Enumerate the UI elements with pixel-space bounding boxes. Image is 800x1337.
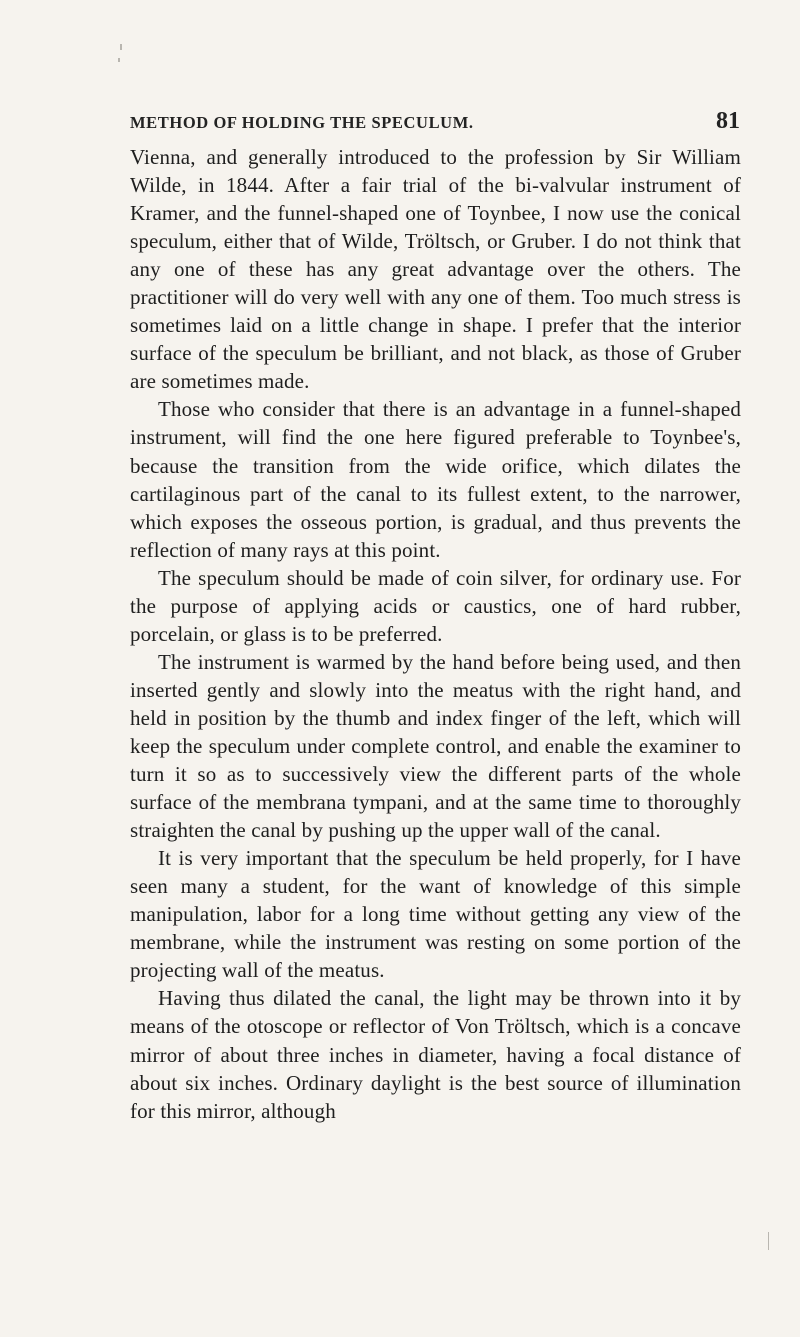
page-number: 81 — [716, 108, 740, 134]
paragraph: Those who consider that there is an advantage in a funnel-shaped instrument, will find the one here figured preferable to Toynbee's, because the transition from the wide orifice, which dilates the cartilaginous part of the canal to its fullest extent, to the narrower, which exposes the osseous portion, is gradual, and thus prevents the reflection of many rays at this point. — [130, 397, 741, 562]
paragraph: The instrument is warmed by the hand before being used, and then inserted gently and slowly into the meatus with the right hand, and held in position by the thumb and index finger of the left, which will keep the speculum under complete control, and enable the examiner to turn it so as to successively view the different parts of the whole surface of the membrana tympani, and at the same time to thoroughly straighten the canal by pushing up the upper wall of the canal. — [130, 649, 741, 843]
paragraph: The speculum should be made of coin silver, for ordinary use. For the purpose of applying acids or caustics, one of hard rubber, porcelain, or glass is to be preferred. — [130, 565, 741, 646]
paragraph: It is very important that the speculum be held properly, for I have seen many a student, for the want of knowledge of this simple manipulation, labor for a long time without getting any view of the membrane, while the instrument was resting on some portion of the projecting wall of the meatus. — [130, 846, 741, 983]
page-speck — [768, 1232, 769, 1250]
body-text — [130, 143, 741, 1125]
running-title: METHOD OF HOLDING THE SPECULUM. — [130, 113, 474, 132]
page-speck — [118, 58, 120, 62]
paragraph: Vienna, and generally introduced to the profession by Sir William Wilde, in 1844. After a fair trial of the bi-valvular instrument of Kramer, and the funnel-shaped one of Toynbee, I now use the conical speculum, either that of Wilde, Tröltsch, or Gruber. I do not think that any one of these has any great advantage over the others. The practitioner will do very well with any one of them. Too much stress is sometimes laid on a little change in shape. I prefer that the interior surface of the speculum be brilliant, and not black, as those of Gruber are sometimes made. — [130, 145, 741, 394]
paragraph: Having thus dilated the canal, the light may be thrown into it by means of the otoscope or reflector of Von Tröltsch, which is a concave mirror of about three inches in diameter, having a focal distance of about six inches. Ordinary daylight is the best source of illumination for this mirror, although — [130, 986, 741, 1123]
page-speck — [120, 44, 122, 50]
